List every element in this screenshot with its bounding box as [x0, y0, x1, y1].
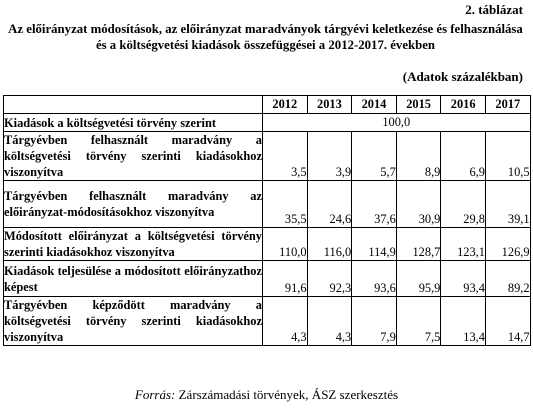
- value-cell: 30,9: [396, 181, 441, 228]
- source-note: [0, 387, 533, 403]
- merged-value-cell: 100,0: [263, 114, 531, 132]
- header-cell-2013: 2013: [307, 96, 352, 114]
- value-cell: 95,9: [396, 261, 441, 297]
- header-cell-2012: 2012: [263, 96, 308, 114]
- unit-note: (Adatok százalékban): [402, 69, 523, 84]
- value-cell: 123,1: [441, 228, 486, 261]
- header-row: [4, 96, 531, 114]
- row-label: Kiadások a költségvetési törvény szerint: [4, 114, 263, 132]
- table-number: 2. táblázat: [465, 2, 523, 17]
- value-cell: 93,6: [352, 261, 397, 297]
- value-cell: 7,9: [352, 297, 397, 346]
- value-cell: 8,9: [396, 132, 441, 181]
- table-row: [4, 181, 531, 228]
- value-cell: 93,4: [441, 261, 486, 297]
- value-cell: 24,6: [307, 181, 352, 228]
- value-cell: 29,8: [441, 181, 486, 228]
- table-title: Az előirányzat módosítások, az előirányzat maradványok tárgyévi keletkezése és felhasználása és a költségvetési kiadások összefüggései a 2012-2017. években: [8, 22, 523, 52]
- table-row: [4, 261, 531, 297]
- value-cell: 5,7: [352, 132, 397, 181]
- value-cell: 6,9: [441, 132, 486, 181]
- value-cell: 110,0: [263, 228, 308, 261]
- header-cell-2014: 2014: [352, 96, 397, 114]
- row-label: Tárgyévben képződött maradvány a költségvetési törvény szerinti kiadásokhoz viszonyítva: [4, 298, 262, 344]
- header-cell-label: [4, 96, 263, 114]
- header-cell-2017: 2017: [485, 96, 530, 114]
- row-label: Kiadások teljesülése a módosított előirányzathoz képest: [4, 261, 263, 297]
- value-cell: 116,0: [307, 228, 352, 261]
- value-cell: 4,3: [263, 297, 308, 346]
- value-cell: 13,4: [441, 297, 486, 346]
- value-cell: 92,3: [307, 261, 352, 297]
- value-cell: 128,7: [396, 228, 441, 261]
- value-cell: 4,3: [307, 297, 352, 346]
- header-cell-2016: 2016: [441, 96, 486, 114]
- row-label: Módosított előirányzat a költségvetési törvény szerinti kiadásokhoz viszonyítva: [4, 229, 262, 259]
- value-cell: 10,5: [485, 132, 530, 181]
- row-label: Tárgyévben felhasznált maradvány a költségvetési törvény szerinti kiadásokhoz viszonyítva: [4, 133, 262, 179]
- row-label: Tárgyévben felhasznált maradvány az előirányzat-módosításokhoz viszonyítva: [4, 181, 263, 228]
- source-lead: Forrás:: [134, 387, 176, 402]
- value-cell: 114,9: [352, 228, 397, 261]
- value-cell: 39,1: [485, 181, 530, 228]
- value-cell: 3,5: [263, 132, 308, 181]
- table-row: [4, 228, 531, 261]
- value-cell: 89,2: [485, 261, 530, 297]
- source-text: Zárszámadási törvények, ÁSZ szerkesztés: [175, 387, 399, 402]
- table-row: [4, 132, 531, 181]
- data-table: [3, 95, 531, 346]
- header-cell-2015: 2015: [396, 96, 441, 114]
- value-cell: 7,5: [396, 297, 441, 346]
- value-cell: 126,9: [485, 228, 530, 261]
- value-cell: 14,7: [485, 297, 530, 346]
- value-cell: 91,6: [263, 261, 308, 297]
- value-cell: 37,6: [352, 181, 397, 228]
- value-cell: 35,5: [263, 181, 308, 228]
- table-row: [4, 297, 531, 346]
- value-cell: 3,9: [307, 132, 352, 181]
- table-row: [4, 114, 531, 132]
